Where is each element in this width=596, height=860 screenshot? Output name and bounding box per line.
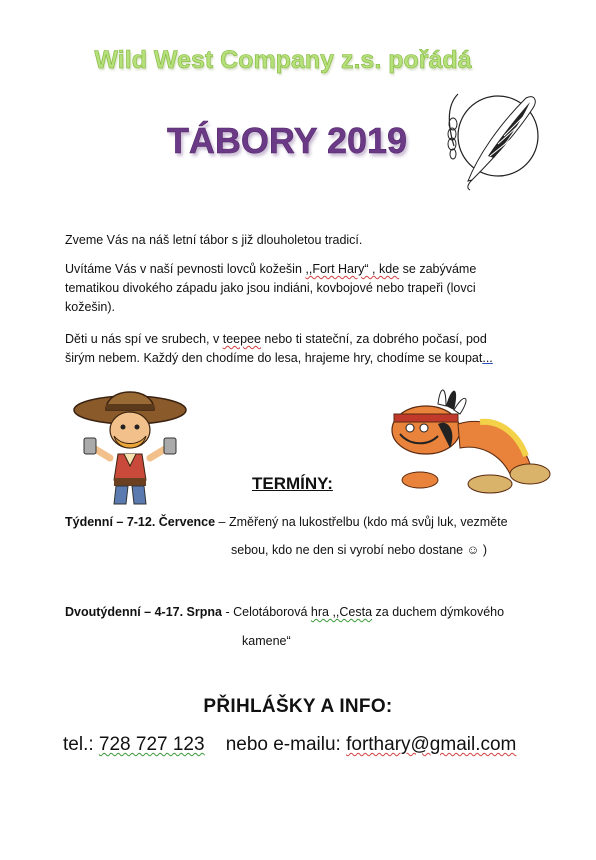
term-week-text-1: – Změřený na lukostřelbu (kdo má svůj luk, vezměte <box>215 515 508 529</box>
apply-heading: PŘIHLÁŠKY A INFO: <box>203 696 393 717</box>
fort-hary-quote: ,,Fort Hary“ , kde <box>305 262 400 276</box>
intro-paragraph-1: Zveme Vás na náš letní tábor s již dlouholetou tradicí. <box>65 233 363 247</box>
cowboy-illustration <box>70 380 190 508</box>
phone-number[interactable]: 728 727 123 <box>98 734 205 755</box>
term-twoweek-label: Dvoutýdenní – 4-17. Srpna <box>65 605 222 619</box>
organizer-title: Wild West Company z.s. pořádá <box>94 46 472 74</box>
teepee-word: teepee <box>222 332 261 346</box>
term-twoweek-text-2: kamene“ <box>242 634 291 648</box>
intro-p3-text-a: Děti u nás spí ve srubech, v <box>65 332 223 346</box>
intro-p2-text-b: se zabýváme tematikou divokého západu jako jsou indiáni, kovbojové nebo trapeři (lovci kožešin). <box>65 262 477 314</box>
terms-heading: TERMÍNY: <box>252 474 333 493</box>
term-week-label: Týdenní – 7-12. Července <box>65 515 216 529</box>
intro-p3-ellipsis: ... <box>482 351 493 365</box>
term-week-text-2: sebou, kdo ne den si vyrobí nebo dostane ☺ ) <box>231 543 487 557</box>
contact-middle-text: nebo e-mailu: <box>204 734 347 755</box>
term-week-line-1 <box>65 513 508 532</box>
main-title: TÁBORY 2019 <box>166 120 408 161</box>
indian-illustration <box>380 384 552 500</box>
term-twoweek-text-1b: za duchem dýmkového <box>372 605 505 619</box>
intro-p3-text-b: nebo ti stateční, za dobrého počasí, pod širým nebem. Každý den chodíme do lesa, hrajeme hry, chodíme se koupat <box>65 332 487 365</box>
intro-paragraph-3 <box>65 330 515 368</box>
intro-paragraph-2 <box>65 260 515 317</box>
term-twoweek-hra: hra ,,Cesta <box>310 605 373 619</box>
contact-line <box>63 734 516 756</box>
term-twoweek-text-1a: - Celotáborová <box>221 605 311 619</box>
term-twoweek-line-1 <box>65 603 504 622</box>
email-address[interactable]: forthary@gmail.com <box>346 734 517 755</box>
intro-p2-text-a: Uvítáme Vás v naší pevnosti lovců kožešin <box>65 262 306 276</box>
tel-label: tel.: <box>63 734 99 755</box>
